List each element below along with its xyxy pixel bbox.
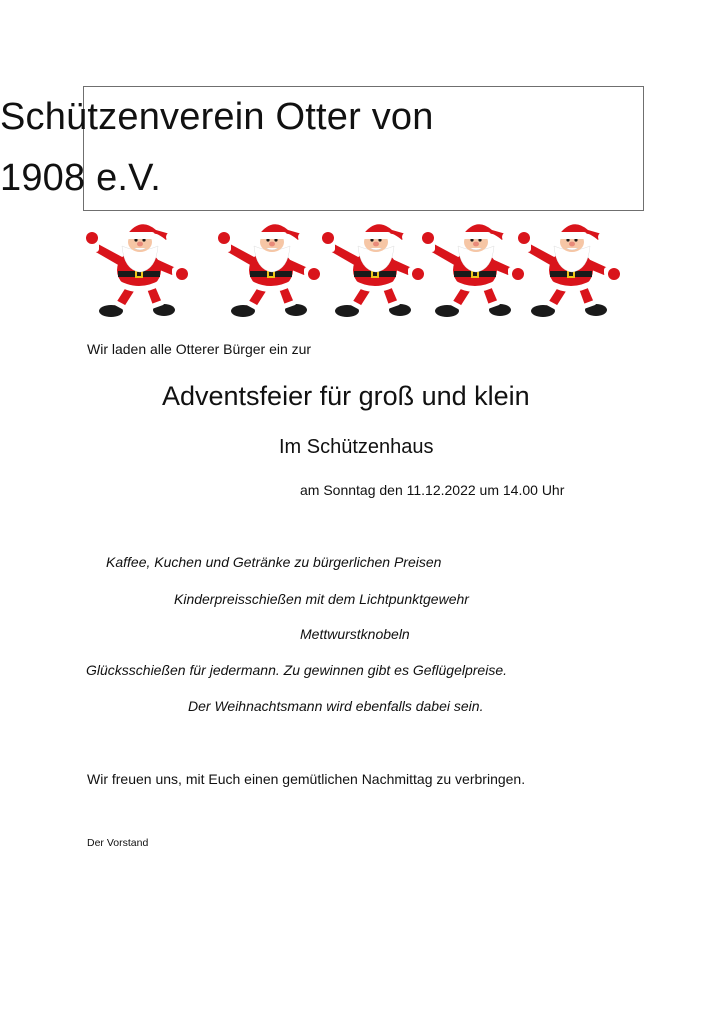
title-line-1: Schützenverein Otter von	[0, 96, 434, 138]
feature-item: Glücksschießen für jedermann. Zu gewinnen gibt es Geflügelpreise.	[86, 662, 507, 678]
feature-item: Kaffee, Kuchen und Getränke zu bürgerlichen Preisen	[106, 554, 442, 570]
event-headline: Adventsfeier für groß und klein	[162, 381, 530, 411]
feature-item: Der Weihnachtsmann wird ebenfalls dabei sein.	[188, 698, 484, 714]
title-line-2: 1908 e.V.	[0, 157, 161, 199]
santa-claus-icon	[320, 218, 428, 322]
invitation-intro: Wir laden alle Otterer Bürger ein zur	[87, 341, 312, 357]
closing-text: Wir freuen uns, mit Euch einen gemütlichen Nachmittag zu verbringen.	[87, 771, 526, 787]
santa-claus-icon	[216, 218, 324, 322]
santa-claus-icon	[420, 218, 528, 322]
santa-claus-icon	[516, 218, 624, 322]
event-date: am Sonntag den 11.12.2022 um 14.00 Uhr	[300, 482, 565, 498]
feature-item: Kinderpreisschießen mit dem Lichtpunktgewehr	[174, 591, 469, 607]
feature-item: Mettwurstknobeln	[300, 626, 410, 642]
signature: Der Vorstand	[87, 837, 149, 849]
santa-claus-icon	[84, 218, 192, 322]
event-venue: Im Schützenhaus	[279, 436, 434, 458]
santa-row	[84, 218, 624, 324]
